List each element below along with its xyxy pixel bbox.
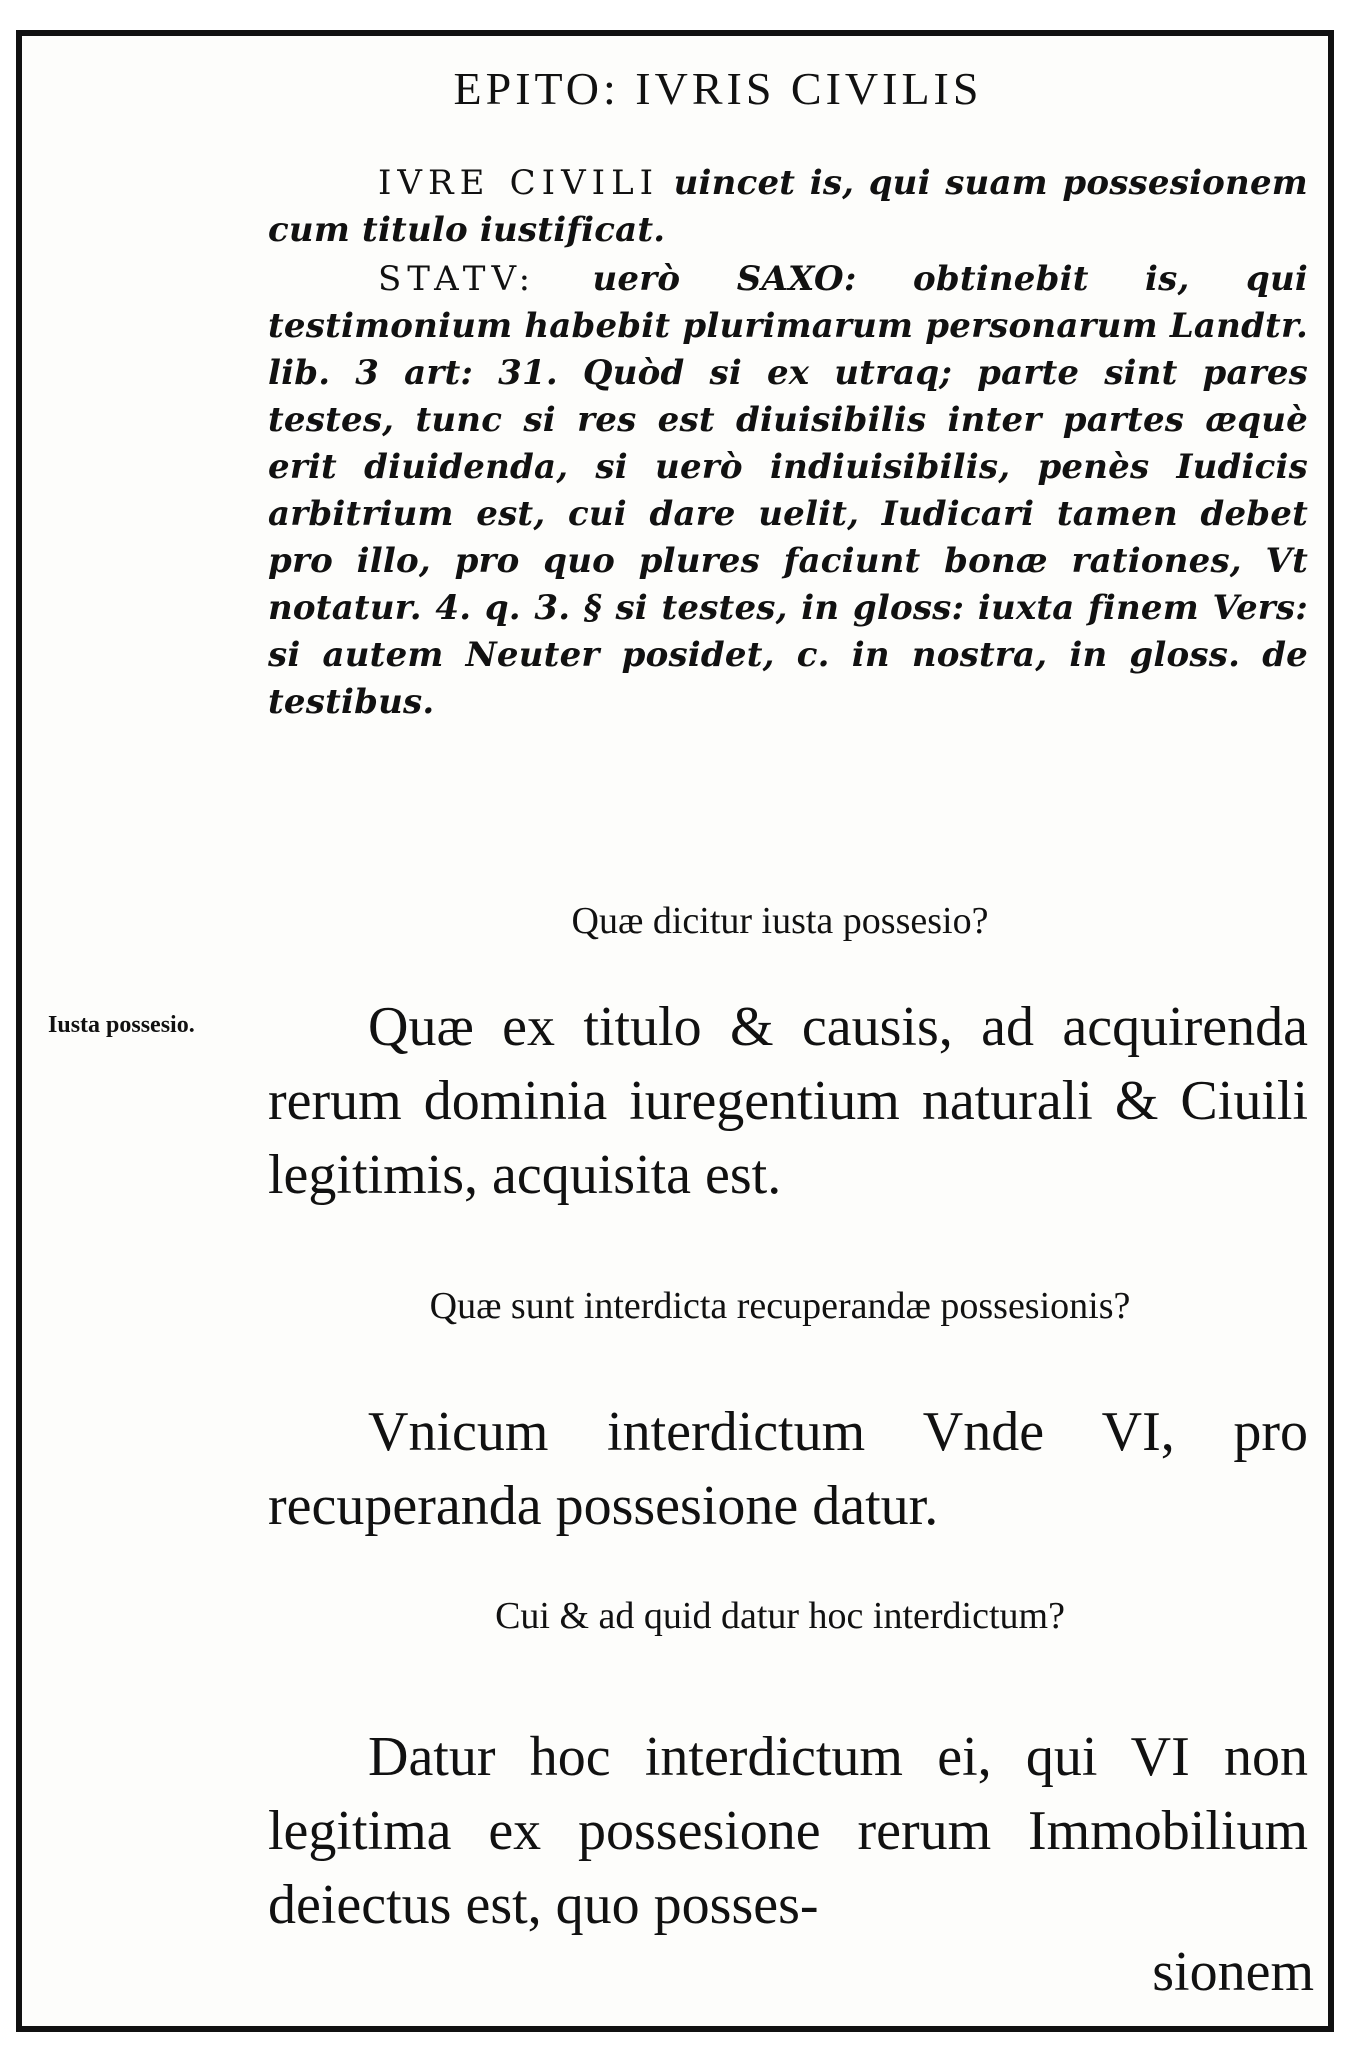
running-head: EPITO: IVRIS CIVILIS [453,63,983,114]
question-heading-2: Quæ sunt interdicta recuperandæ possesionis? [429,1285,1131,1327]
catchword: sionem [1152,1941,1314,2003]
margin-note: Iusta possesio. [48,1012,195,1038]
paragraph-text: uerò SAXO: obtinebit is, qui testimonium habebit plurimarum personarum Landtr. lib. 3 art: 31. Quòd si ex utraq; parte sint pares testes, tunc si res est diuisibilis inter partes æquè erit diuidenda, si uerò indiuisibilis, penès Iudicis arbitrium est, cui dare uelit, Iudicari tamen debet pro illo, pro quo plures faciunt bonæ rationes, Vt notatur. 4. q. 3. § si testes, in gloss: iuxta finem Vers: si autem Neuter posidet, c. in nostra, in gloss. de testibus. [268,259,1308,722]
paragraph-statv [268,256,1308,726]
paragraph-text: uincet is, qui suam possesionem cum titulo iustificat. [268,163,1308,250]
answer-text: Quæ ex titulo & causis, ad acquirenda rerum dominia iuregentium naturali & Ciuili legitimis, acquisita est. [268,996,1308,1206]
question-heading-3: Cui & ad quid datur hoc interdictum? [495,1595,1065,1637]
paragraph-ivre-civili [268,160,1308,254]
answer-2 [268,1395,1308,1543]
answer-3 [268,1720,1308,1942]
answer-text: Datur hoc interdictum ei, qui VI non legitima ex possesione rerum Immobilium deiectus est, quo posses- [268,1726,1308,1936]
question-heading-1: Quæ dicitur iusta possesio? [571,900,989,942]
answer-text: Vnicum interdictum Vnde VI, pro recuperanda possesione datur. [268,1401,1308,1537]
paragraph-lead: STATV: [378,259,537,299]
body-paragraphs [268,160,1308,726]
paragraph-lead: IVRE CIVILI [378,163,660,203]
answer-1 [268,990,1308,1212]
